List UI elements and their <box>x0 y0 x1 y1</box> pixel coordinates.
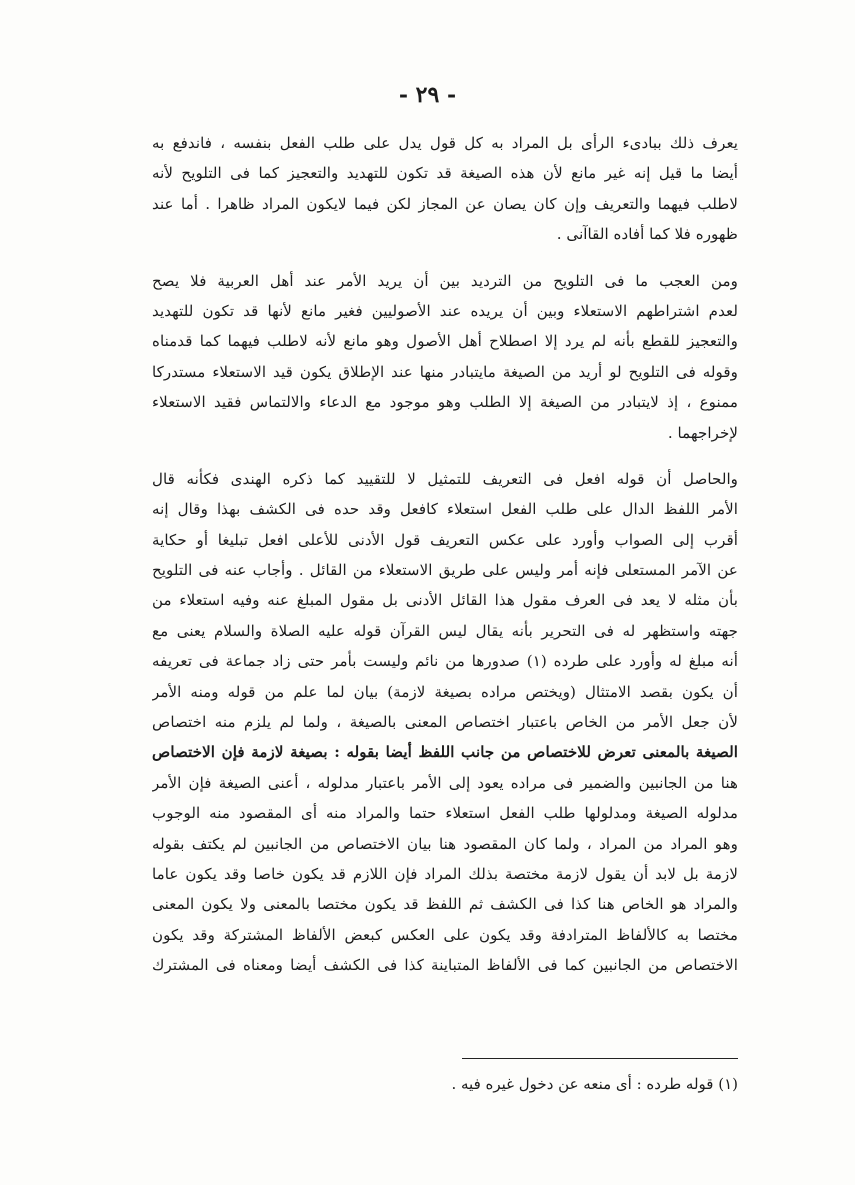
text-line: مختصا به كالألفاظ المترادفة وقد يكون على العكس كبعض الألفاظ المشتركة وقد يكون <box>152 925 738 944</box>
text-line: مدلوله الصيغة ومدلولها طلب الفعل استعلاء حتما والمراد منه أى المقصود منه الوجوب <box>152 804 738 823</box>
text-line: أقرب إلى الصواب وأورد على عكس التعريف قول الأدنى للأعلى افعل تبليغا أو حكاية <box>152 530 738 549</box>
text-line: لازمة بل لابد أن يقول لازمة مختصة بذلك المراد فإن اللازم قد يكون خاصا وقد يكون عاما <box>152 864 738 883</box>
text-line: يعرف ذلك ببادىء الرأى بل المراد به كل قول يدل على طلب الفعل بنفسه ، فاندفع به <box>152 134 738 152</box>
paragraph-1 <box>152 128 738 250</box>
text-line: أن يكون بقصد الامتثال (ويختص مراده بصيغة لازمة) بيان لما علم من قوله ومنه الأمر <box>152 682 738 701</box>
text-line: أيضا ما قيل إنه غير مانع لأن هذه الصيغة قد تكون للتهديد والتعجيز كما فى التلويح لأنه <box>152 164 738 183</box>
text-line: لأن جعل الأمر من الخاص باعتبار اختصاص المعنى بالصيغة ، ولما لم يلزم منه اختصاص <box>152 713 738 732</box>
text-line: لإخراجهما . <box>667 423 738 442</box>
text-line: الاختصاص من الجانبين كما فى الألفاظ المتباينة كذا فى الكشف أيضا ومعناه فى المشترك <box>152 956 738 975</box>
text-line: هنا من الجانبين والضمير فى مراده يعود إلى الأمر باعتبار مدلوله ، أعنى الصيغة فإن الأمر <box>152 773 738 792</box>
footnote: (١) قوله طرده : أى منعه عن دخول غيره فيه . <box>451 1075 738 1093</box>
text-line: لعدم اشتراطهم الاستعلاء وبين أن يريده عند الأصوليين فغير مانع لأنها قد تكون للتهديد <box>152 301 738 320</box>
body-text <box>152 128 738 997</box>
text-line: والتعجيز للقطع بأنه لم يرد إلا اصطلاح أهل الأصول وهو مانع لأنه لاطلب فيهما كما قدمناه <box>152 332 738 351</box>
text-line: والمراد هو الخاص هنا كذا فى الكشف ثم اللفظ قد يكون مختصا بالمعنى ولا يكون المعنى <box>152 895 738 914</box>
text-line: أنه مبلغ له وأورد على طرده (١) صدورها من نائم وليست بأمر حتى زاد جماعة فى تعريفه <box>152 652 738 671</box>
text-line: الأمر اللفظ الدال على طلب الفعل استعلاء كافعل وقد حده فى الكشف بهذا وقال إنه <box>152 500 738 519</box>
text-line: ظهوره فلا كما أفاده القاآنى . <box>556 225 738 244</box>
text-line: والحاصل أن قوله افعل فى التعريف للتمثيل لا للتقييد كما ذكره الهندى فكأنه قال <box>152 469 738 488</box>
page-number: - ٢٩ - <box>398 82 457 108</box>
text-line: عن الآمر المستعلى فإنه أمر وليس على طريق الاستعلاء من القائل . وأجاب عنه فى التلويح <box>152 561 738 580</box>
text-line: وهو المراد من المراد ، ولما كان المقصود هنا بيان الاختصاص من الجانبين لم يكتف بقوله <box>152 834 738 853</box>
paragraph-3 <box>152 464 738 981</box>
text-line: بأن مثله لا يعد فى العرف مقول هذا القائل الأدنى بل مقول المبلغ عنه وفيه استعلاء من <box>152 591 738 610</box>
text-line: ممنوع ، إذ لايتبادر من الصيغة إلا الطلب وهو موجود مع الدعاء والالتماس فقيد الاستعلاء <box>152 393 738 412</box>
text-line: ومن العجب ما فى التلويح من الترديد بين أن يريد الأمر عند أهل العربية فلا يصح <box>152 271 738 290</box>
footnote-divider <box>462 1058 738 1059</box>
paragraph-2 <box>152 266 738 448</box>
text-line: وقوله فى التلويح لو أريد من الصيغة مايتبادر منها عند الإطلاق يكون قيد الاستعلاء مستدركا <box>152 362 738 381</box>
text-line: جهته واستظهر له فى التحرير بأنه يقال ليس القرآن قوله عليه الصلاة والسلام يعنى مع <box>152 621 738 640</box>
text-line: الصيغة بالمعنى تعرض للاختصاص من جانب اللفظ أيضا بقوله : بصيغة لازمة فإن الاختصاص <box>152 743 738 762</box>
text-line: لاطلب فيهما والتعريف وإن كان يصان عن المجاز لكن فيما لايكون المراد ظاهرا . أما عند <box>152 194 738 213</box>
